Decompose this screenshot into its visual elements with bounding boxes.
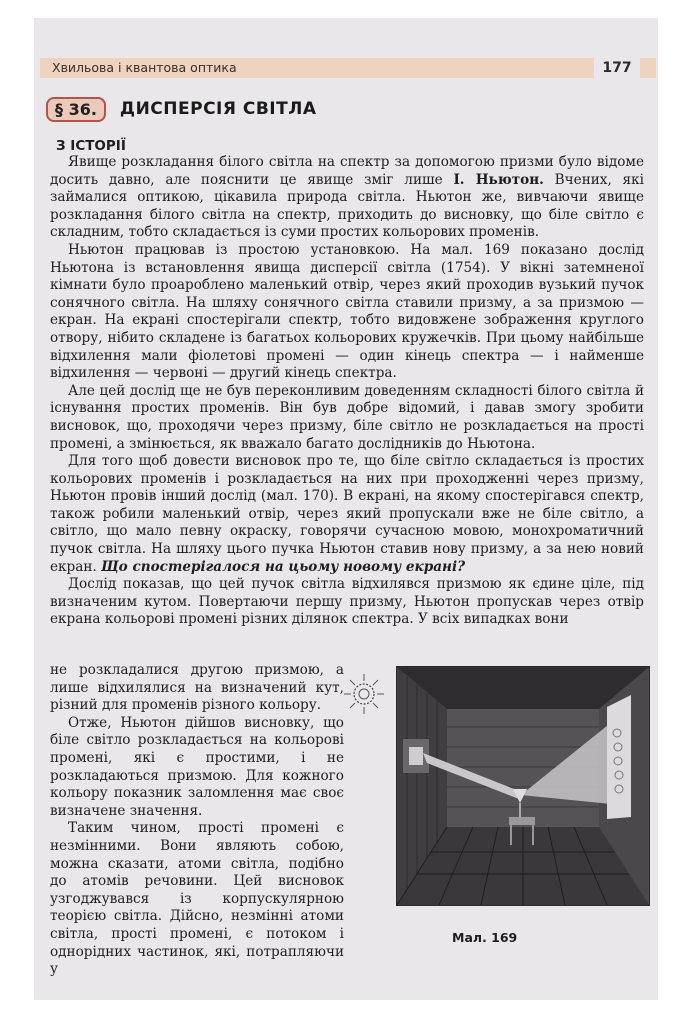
paragraph-title: ДИСПЕРСІЯ СВІТЛА (119, 99, 317, 119)
section-name: Хвильова і квантова оптика (52, 60, 237, 75)
column-text (50, 662, 344, 979)
running-header (40, 58, 656, 78)
paragraph-4: Для того щоб довести висновок про те, що біле світло складається із простих кольорових променів і розкладається на них при проходженні через призму, Ньютон провів інший дослід (мал. 170). В екрані, на якому спостерігався спектр, також робили маленький отвір, через який пропускали вже не біле світло, а світло, що мало певну окраску, говорячи сучасною мовою, монохроматичний пучок світла. На шляху цього пучка Ньютон ставив нову призму, а за нею новий екран. Що спостерігалося на цьому новому екрані? (50, 453, 644, 575)
main-text (50, 154, 644, 629)
paragraph-heading (46, 96, 317, 122)
question-text: Що спостерігалося на цьому новому екрані? (101, 558, 466, 575)
paragraph-number-badge: § 36. (46, 97, 106, 122)
column-paragraph-1: не розкладалися другою призмою, а лише відхилялися на визначений кут, різний для променів різного кольору. (50, 662, 344, 714)
paragraph-2: Ньютон працював із простою установкою. На мал. 169 показано дослід Ньютона із встановлення явища дисперсії світла (1754). У вікні затемненої кімнати було проароблено маленький отвір, через який проходив вузький пучок сонячного світла. На шляху сонячного світла ставили призму, а за призмою — екран. На екрані спостерігали спектр, тобто видовжене зображення круглого отвору, нібито складене із багатьох кольорових кружечків. При цьому найбільше відхилення мали фіолетові промені — один кінець спектра — і найменше відхилення — червоні — другий кінець спектра. (50, 241, 644, 382)
page-number: 177 (594, 58, 640, 78)
paragraph-3: Але цей дослід ще не був переконливим доведенням складності білого світла й існування простих променів. Він був добре відомий, і давав змогу зробити висновок, що, проходячи через призму, біле світло не розкладається на прості промені, а змінюється, як вважало багато дослідників до Ньютона. (50, 382, 644, 452)
paragraph-1: Явище розкладання білого світла на спектр за допомогою призми було відоме досить давно, але пояснити це явище зміг лише І. Ньютон. Вчених, які займалися оптикою, цікавила природа світла. Ньютон же, вивчаючи явище розкладання білого світла на спектр, приходить до висновку, що біле світло є складним, тобто складається із суми простих кольорових променів. (50, 154, 644, 241)
sun-icon (342, 672, 386, 716)
newton-name: І. Ньютон. (453, 171, 544, 188)
textbook-page (34, 18, 658, 1000)
history-subheading: З ІСТОРІЇ (56, 138, 126, 154)
newton-experiment-engraving (396, 666, 650, 906)
column-paragraph-2: Отже, Ньютон дійшов висновку, що біле світло розкладається на кольорові промені, які є простими, і не розкладаються призмою. Для кожного кольору показник заломлення має своє визначене значення. (50, 714, 344, 819)
figure-caption: Мал. 169 (452, 930, 518, 945)
column-paragraph-3: Таким чином, прості промені є незмінними. Вони являють собою, можна сказати, атоми світла, подібно до атомів речовини. Цей висновок узгоджувався із корпускулярною теорією світла. Дійсно, незмінні атоми світла, прості промені, є потоком і однорідних частинок, які, потрапляючи у (50, 820, 344, 978)
paragraph-5: Дослід показав, що цей пучок світла відхилявся призмою як єдине ціле, під визначеним кутом. Повертаючи першу призму, Ньютон пропускав через отвір екрана кольорові промені різних ділянок спектра. У всіх випадках вони (50, 576, 644, 628)
